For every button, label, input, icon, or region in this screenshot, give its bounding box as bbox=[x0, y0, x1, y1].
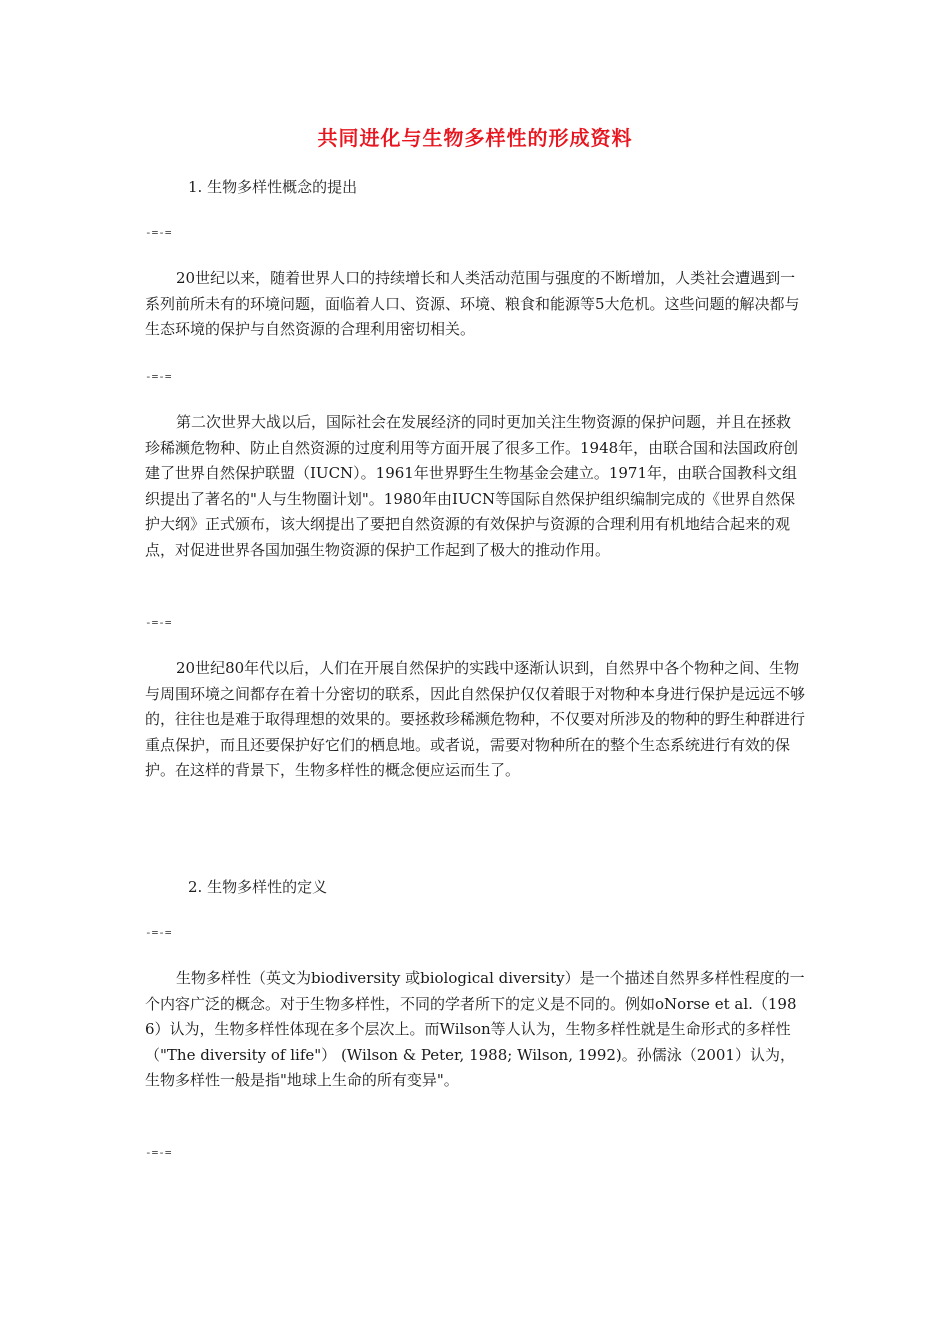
separator: -=-= bbox=[145, 370, 172, 383]
section-heading-1: 1. 生物多样性概念的提出 bbox=[188, 178, 358, 196]
separator: -=-= bbox=[145, 616, 172, 629]
separator: -=-= bbox=[145, 1146, 172, 1159]
paragraph: 第二次世界大战以后，国际社会在发展经济的同时更加关注生物资源的保护问题，并且在拯救珍稀濒危物种、防止自然资源的过度利用等方面开展了很多工作。1948年，由联合国和法国政府创建了世界自然保护联盟（IUCN）。1961年世界野生生物基金会建立。1971年，由联合国教科文组织提出了著名的"人与生物圈计划"。1980年由IUCN等国际自然保护组织编制完成的《世界自然保护大纲》正式颁布，该大纲提出了要把自然资源的有效保护与资源的合理利用有机地结合起来的观点，对促进世界各国加强生物资源的保护工作起到了极大的推动作用。 bbox=[145, 413, 799, 559]
separator: -=-= bbox=[145, 226, 172, 239]
paragraph: 20世纪以来，随着世界人口的持续增长和人类活动范围与强度的不断增加，人类社会遭遇到一系列前所未有的环境问题，面临着人口、资源、环境、粮食和能源等5大危机。这些问题的解决都与生态环境的保护与自然资源的合理利用密切相关。 bbox=[145, 269, 800, 339]
separator: -=-= bbox=[145, 926, 172, 939]
paragraph: 20世纪80年代以后，人们在开展自然保护的实践中逐渐认识到，自然界中各个物种之间、生物与周围环境之间都存在着十分密切的联系，因此自然保护仅仅着眼于对物种本身进行保护是远远不够的，往往也是难于取得理想的效果的。要拯救珍稀濒危物种，不仅要对所涉及的物种的野生种群进行重点保护，而且还要保护好它们的栖息地。或者说，需要对物种所在的整个生态系统进行有效的保护。在这样的背景下，生物多样性的概念便应运而生了。 bbox=[145, 659, 806, 780]
section-heading-2: 2. 生物多样性的定义 bbox=[188, 878, 328, 896]
paragraph: 生物多样性（英文为biodiversity 或biological diversity）是一个描述自然界多样性程度的一个内容广泛的概念。对于生物多样性，不同的学者所下的定义是不同的。例如oNorse et al.（1986）认为，生物多样性体现在多个层次上。而Wilson等人认为，生物多样性就是生命形式的多样性（"The diversity of life"） (Wilson & Peter, 1988; Wilson, 1992)。孙儒泳（2001）认为，生物多样性一般是指"地球上生命的所有变异"。 bbox=[145, 969, 805, 1090]
document-title: 共同进化与生物多样性的形成资料 bbox=[317, 126, 633, 150]
